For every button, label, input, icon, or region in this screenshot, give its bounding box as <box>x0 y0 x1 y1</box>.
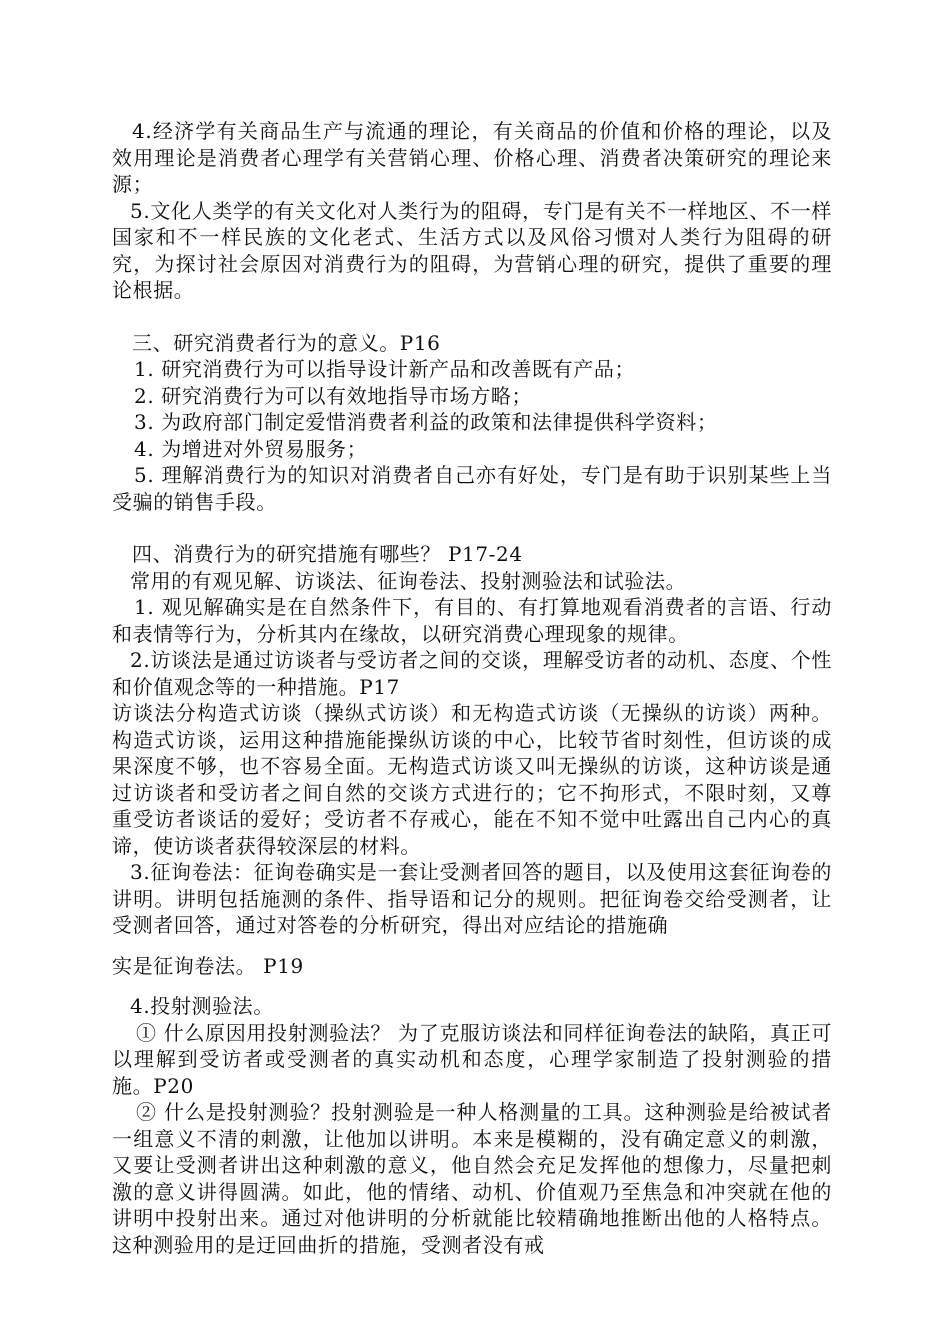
list-item: 4. 为增进对外贸易服务； <box>134 436 368 461</box>
list-item: 2. 研究消费行为可以有效地指导市场方略； <box>134 383 533 408</box>
paragraph-observation: 1. 观见解确实是在自然条件下，有目的、有打算地观看消费者的言语、行动和表情等行为，分析其内在缘故，以研究消费心理现象的规律。 <box>112 595 832 646</box>
spacer <box>112 304 832 330</box>
spacer <box>112 515 832 541</box>
section-heading-3: 三、研究消费者行为的意义。P16 <box>132 330 441 355</box>
list-item: 5. 理解消费行为的知识对消费者自己亦有好处，专门是有助于识别某些上当受骗的销售手段。 <box>112 463 832 514</box>
paragraph-interview-types: 访谈法分构造式访谈（操纵式访谈）和无构造式访谈（无操纵的访谈）两种。构造式访谈，运用这种措施能操纵访谈的中心，比较节省时刻性，但访谈的成果深度不够，也不容易全面。无构造式访谈又叫无操纵的访谈，这种访谈是通过访谈者和受访者之间自然的交谈方式进行的；它不拘形式，不限时刻，又尊重受访者谈话的爱好；受访者不存戒心，能在不知不觉中吐露出自己内心的真谛，使访谈者获得较深层的材料。 <box>112 701 832 858</box>
paragraph-methods-intro: 常用的有观见解、访谈法、征询卷法、投射测验法和试验法。 <box>130 568 687 593</box>
paragraph-economics: 4.经济学有关商品生产与流通的理论，有关商品的价值和价格的理论，以及效用理论是消费者心理学有关营销心理、价格心理、消费者决策研究的理论来源； <box>112 119 832 196</box>
spacer <box>112 939 832 953</box>
paragraph-anthropology: 5.文化人类学的有关文化对人类行为的阻碍，专门是有关不一样地区、不一样国家和不一样民族的文化老式、生活方式以及风俗习惯对人类行为阻碍的研究，为探讨社会原因对消费行为的阻碍，为营销心理的研究，提供了重要的理论根据。 <box>112 198 832 302</box>
paragraph-projective-heading: 4.投射测验法。 <box>130 994 274 1018</box>
paragraph-projective-what: ② 什么是投射测验？投射测验是一种人格测量的工具。这种测验是给被试者一组意义不清的刺激，让他加以讲明。本来是模糊的，没有确定意义的刺激，又要让受测者讲出这种刺激的意义，他自然会充足发挥他的想像力，尽量把刺激的意义讲得圆满。如此，他的情绪、动机、价值观乃至焦急和冲突就在他的讲明中投射出来。通过对他讲明的分析就能比较精确地推断出他的人格特点。这种测验用的是迂回曲折的措施，受测者没有戒 <box>112 1100 832 1257</box>
section-heading-4: 四、消费行为的研究措施有哪些？ P17-24 <box>132 542 523 566</box>
list-item: 1. 研究消费行为可以指导设计新产品和改善既有产品； <box>134 357 636 381</box>
document-page <box>112 118 832 1258</box>
list-item: 3. 为政府部门制定爱惜消费者利益的政策和法律提供科学资料； <box>134 410 718 434</box>
paragraph-projective-why: ① 什么原因用投射测验法？ 为了克服访谈法和同样征询卷法的缺陷，真正可以理解到受访者或受测者的真实动机和态度，心理学家制造了投射测验的措施。P20 <box>112 1020 832 1098</box>
spacer <box>112 979 832 993</box>
paragraph-interview: 2.访谈法是通过访谈者与受访者之间的交谈，理解受访者的动机、态度、个性和价值观念等的一种措施。P17 <box>112 648 832 699</box>
paragraph-questionnaire: 3.征询卷法：征询卷确实是一套让受测者回答的题目，以及使用这套征询卷的讲明。讲明包括施测的条件、指导语和记分的规则。把征询卷交给受测者，让受测者回答，通过对答卷的分析研究，得出对应结论的措施确 <box>112 860 832 937</box>
paragraph-questionnaire-end: 实是征询卷法。 P19 <box>112 953 304 978</box>
